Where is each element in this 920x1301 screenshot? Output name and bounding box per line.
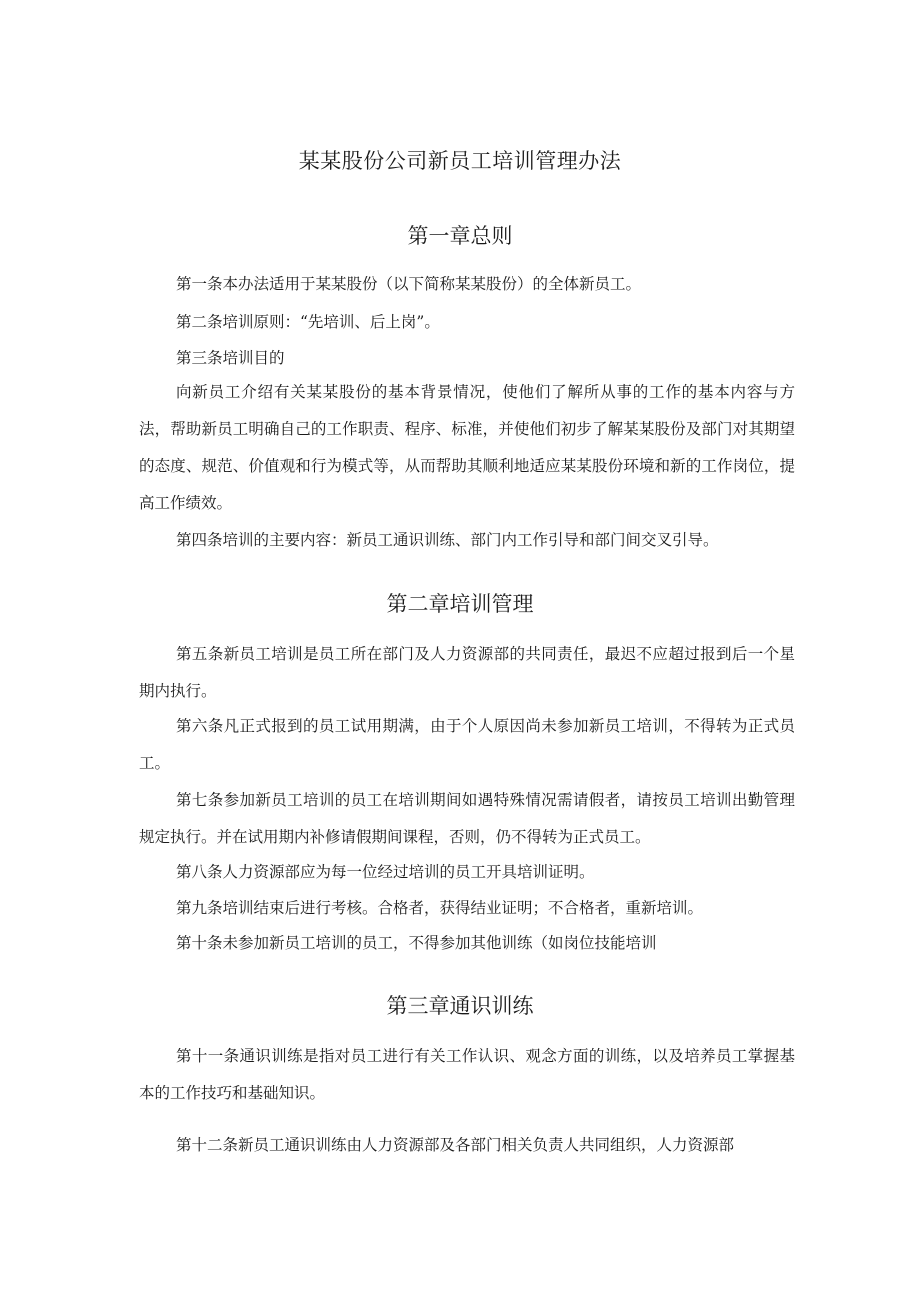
chapter-heading-3: 第三章通识训练 bbox=[386, 994, 534, 1018]
chapter-heading-2: 第二章培训管理 bbox=[386, 592, 534, 616]
paragraph: 第六条凡正式报到的员工试用期满，由于个人原因尚未参加新员工培训，不得转为正式员工。 bbox=[139, 717, 795, 772]
paragraph: 第五条新员工培训是员工所在部门及人力资源部的共同责任，最迟不应超过报到后一个星期内执行。 bbox=[139, 645, 795, 700]
paragraph: 第三条培训目的 bbox=[176, 349, 285, 367]
paragraph: 第二条培训原则：“先培训、后上岗”。 bbox=[176, 313, 440, 331]
paragraph: 第九条培训结束后进行考核。合格者，获得结业证明；不合格者，重新培训。 bbox=[176, 899, 704, 917]
chapter-heading-1: 第一章总则 bbox=[407, 224, 513, 248]
document-title: 某某股份公司新员工培训管理办法 bbox=[298, 149, 622, 173]
paragraph: 第七条参加新员工培训的员工在培训期间如遇特殊情况需请假者，请按员工培训出勤管理规定执行。并在试用期内补修请假期间课程，否则，仍不得转为正式员工。 bbox=[139, 791, 795, 846]
paragraph: 第十一条通识训练是指对员工进行有关工作认识、观念方面的训练，以及培养员工掌握基本的工作技巧和基础知识。 bbox=[139, 1047, 795, 1102]
paragraph: 第一条本办法适用于某某股份（以下简称某某股份）的全体新员工。 bbox=[176, 275, 642, 293]
paragraph: 第十二条新员工通识训练由人力资源部及各部门相关负责人共同组织，人力资源部 bbox=[176, 1136, 735, 1154]
paragraph: 第八条人力资源部应为每一位经过培训的员工开具培训证明。 bbox=[176, 863, 595, 881]
paragraph: 第十条未参加新员工培训的员工，不得参加其他训练（如岗位技能培训 bbox=[176, 934, 657, 952]
paragraph: 第四条培训的主要内容：新员工通识训练、部门内工作引导和部门间交叉引导。 bbox=[176, 531, 719, 549]
paragraph: 向新员工介绍有关某某股份的基本背景情况，使他们了解所从事的工作的基本内容与方法，帮助新员工明确自己的工作职责、程序、标准，并使他们初步了解某某股份及部门对其期望的态度、规范、价值观和行为模式等，从而帮助其顺利地适应某某股份环境和新的工作岗位，提高工作绩效。 bbox=[139, 383, 795, 512]
